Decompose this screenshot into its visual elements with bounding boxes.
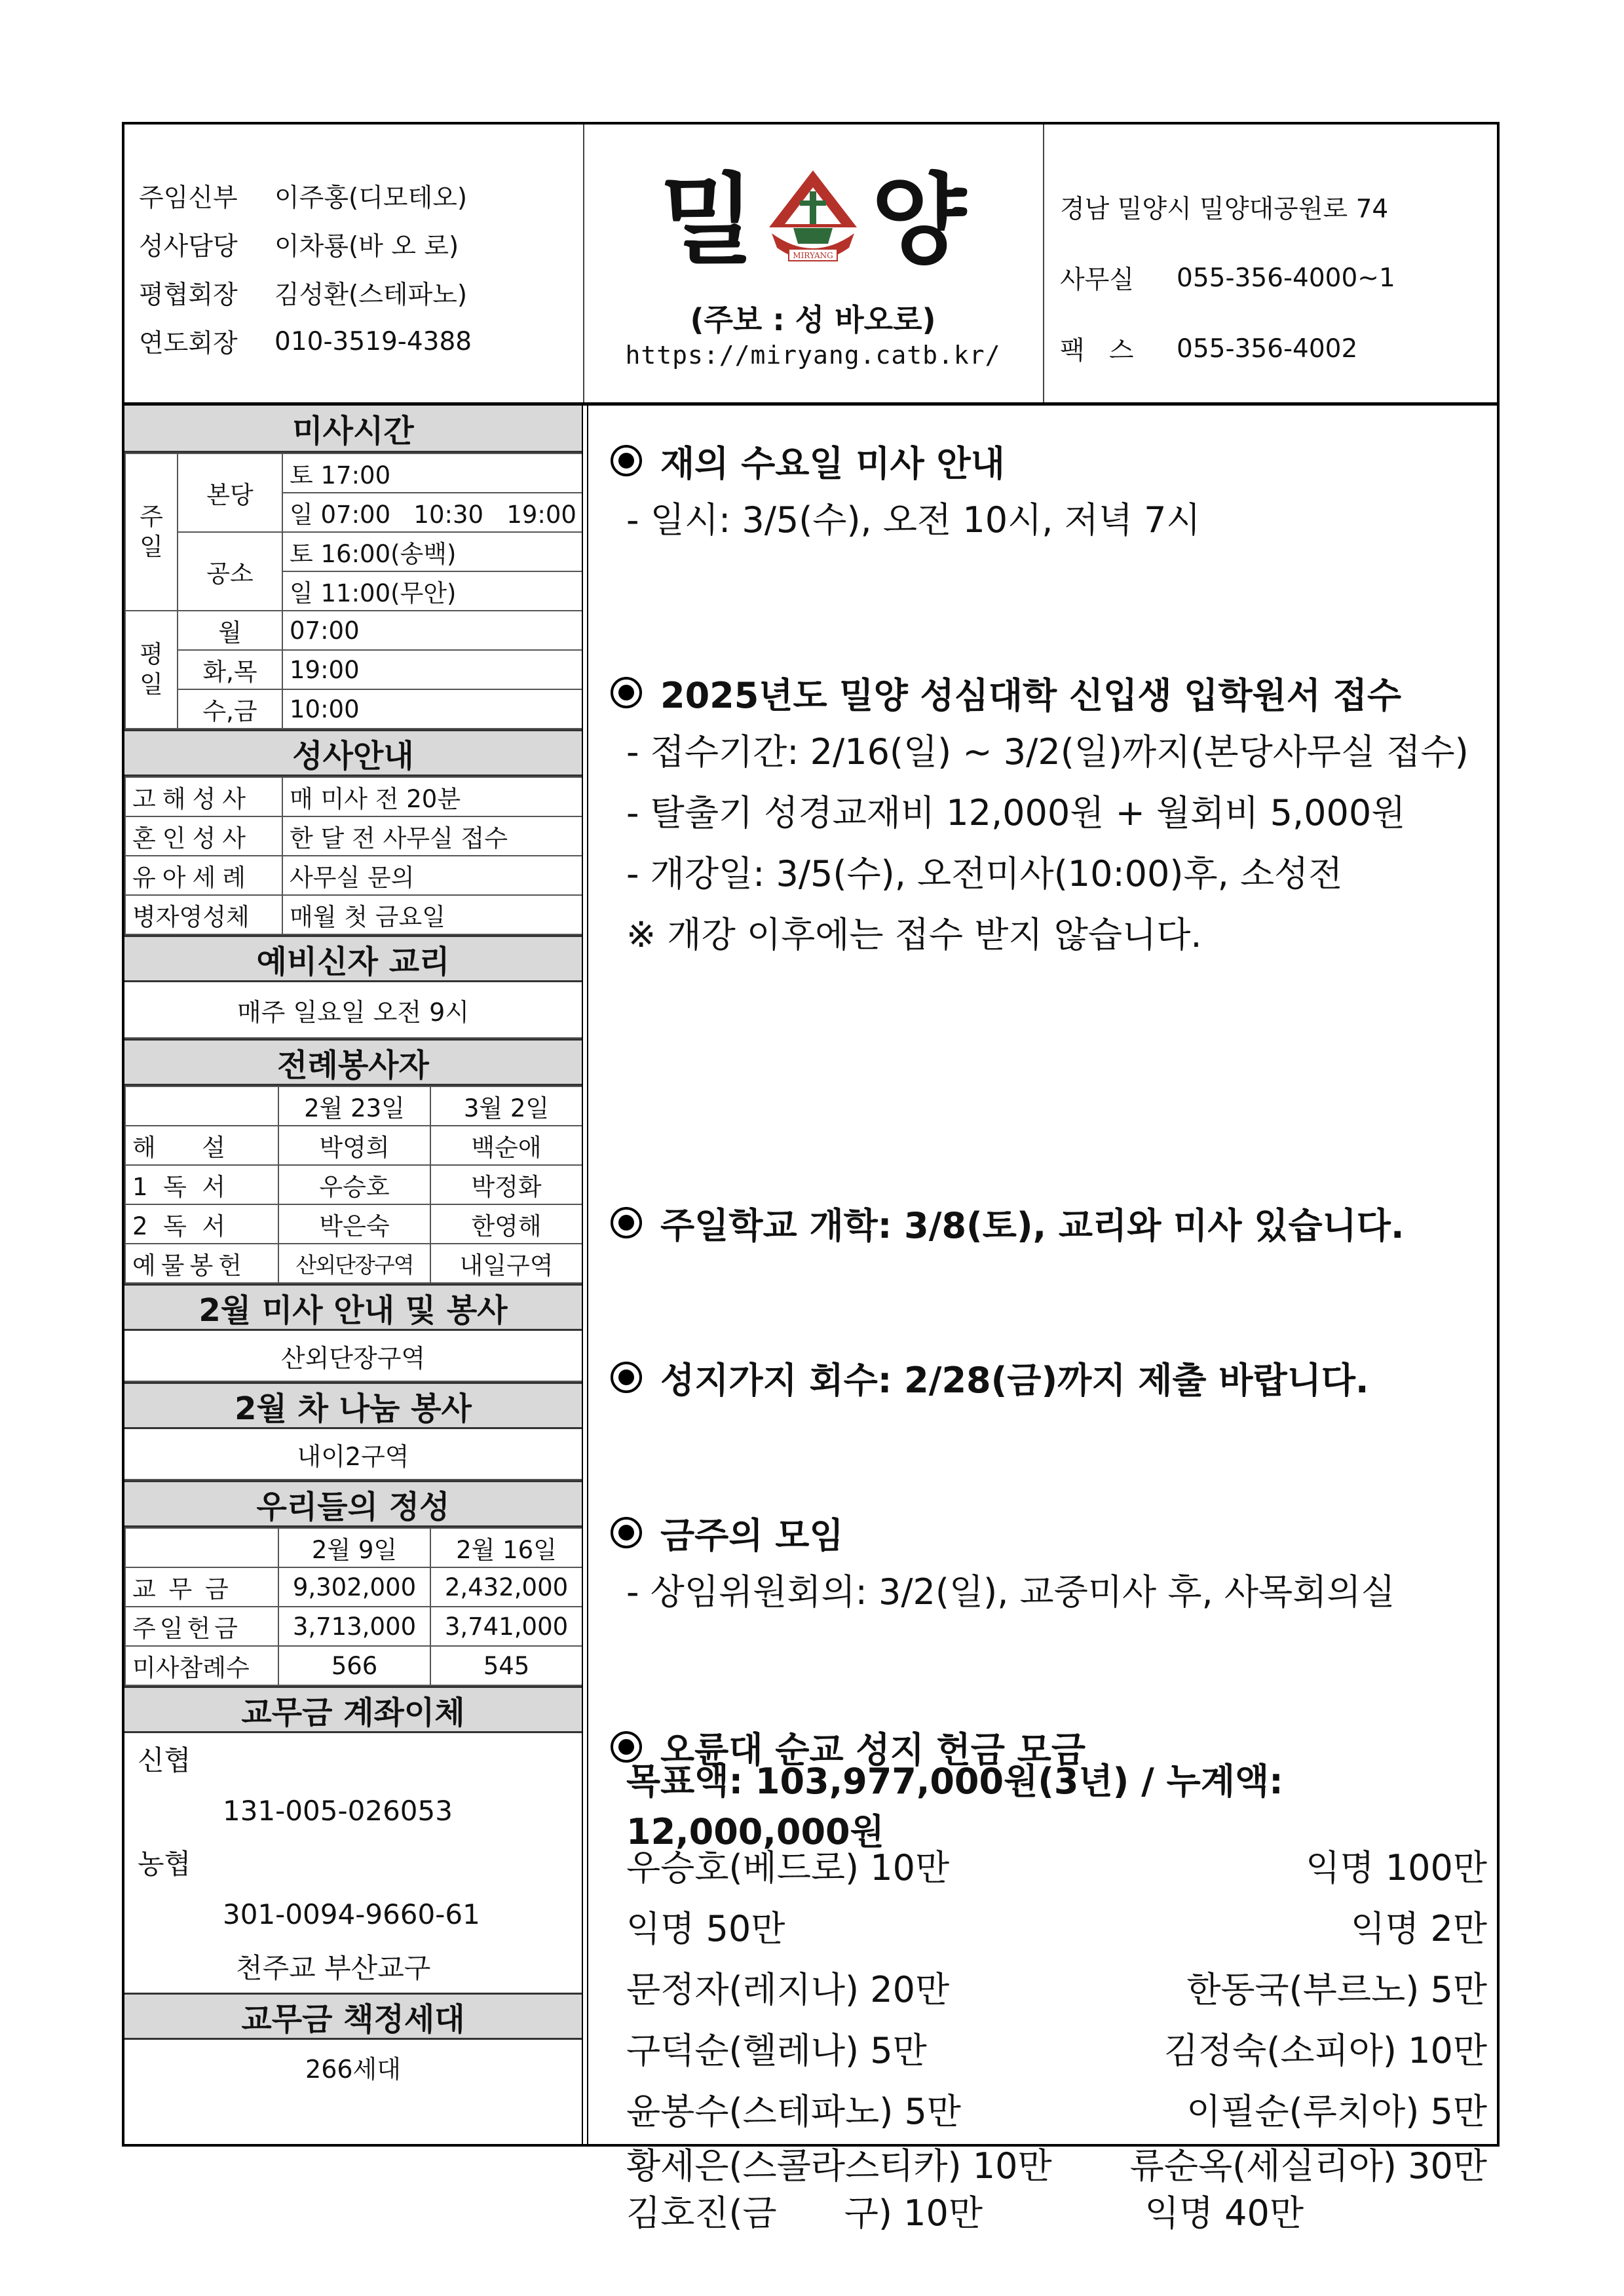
- table-row: 공소 토 16:00(송백): [125, 532, 582, 571]
- notice-title: 재의 수요일 미사 안내: [609, 434, 1487, 487]
- mass-times-heading: 미사시간: [124, 406, 582, 453]
- account-number: 301-0094-9660-61: [223, 1898, 480, 1930]
- table-row: 2월 9일 2월 16일: [125, 1528, 582, 1567]
- notice-sunday-school: [609, 1196, 1487, 1249]
- list-item: 구덕순(헬레나) 5만 김정숙(소피아) 10만: [626, 2030, 1487, 2071]
- notice-title: 주일학교 개학: 3/8(토), 교리와 미사 있습니다.: [609, 1196, 1487, 1249]
- account-holder: 천주교 부산교구: [236, 1952, 431, 1984]
- households-heading: 교무금 책정세대: [124, 1993, 582, 2040]
- table-row: 주 일 본당 토 17:00: [125, 453, 582, 493]
- bulletin-frame: [122, 122, 1500, 2234]
- header: [124, 124, 1497, 406]
- table-row: 미사참례수 566 545: [125, 1646, 582, 1685]
- staff-info: [139, 172, 545, 366]
- list-item: 익명 50만 익명 2만: [626, 1908, 1487, 1949]
- table-row: 예물봉헌 산외단장구역 내일구역: [125, 1244, 582, 1283]
- list-item: 윤봉수(스테파노) 5만 이필순(루치아) 5만: [626, 2091, 1487, 2132]
- notice-palm-branches: [609, 1351, 1487, 1404]
- notice-title: 오륜대 순교 성지 헌금 모금: [609, 1721, 1487, 1773]
- households-value: 266세대: [305, 2054, 401, 2084]
- left-column: [124, 406, 582, 2094]
- table-row: 일 11:00(무안): [125, 571, 582, 611]
- notice-title: 금주의 모임: [609, 1506, 1487, 1559]
- main-church-label: 본당: [178, 453, 282, 532]
- column-divider: [582, 406, 583, 2147]
- notice-shrine-fund: [609, 1721, 1487, 1852]
- sacraments-table: [124, 776, 583, 935]
- table-row: 화,목 19:00: [125, 650, 582, 689]
- title-char-left: 밀: [660, 164, 755, 278]
- masthead: [584, 124, 1042, 402]
- fax-number: 팩 스 055-356-4002: [1060, 334, 1358, 366]
- contact-info: [1060, 172, 1479, 384]
- address: 경남 밀양시 밀양대공원로 74: [1060, 195, 1389, 224]
- bank-accounts: [124, 1733, 582, 1993]
- mass-times-table: [124, 453, 583, 729]
- parish-emblem-icon: [764, 165, 862, 277]
- transfer-heading: 교무금 계좌이체: [124, 1686, 582, 1733]
- list-item: 문정자(레지나) 20만 한동국(부르노) 5만: [626, 1969, 1487, 2010]
- table-row: 평 일 월 07:00: [125, 611, 582, 650]
- staff-row: 연도회장 010-3519-4388: [139, 326, 472, 358]
- staff-row: 주임신부 이주홍(디모테오): [139, 183, 468, 213]
- table-row: 1 독 서 우승호 박정화: [125, 1165, 582, 1204]
- title-char-right: 양: [871, 164, 966, 278]
- feb-mass-value: 산외단장구역: [124, 1331, 582, 1382]
- liturgy-table: [124, 1086, 583, 1284]
- emblem-text: MIRYANG: [793, 251, 833, 260]
- notice-ash-wednesday: 재의 수요일 미사 안내 - 일시: 3/5(수), 오전 10시, 저녁 7시: [609, 434, 1487, 548]
- liturgy-heading: 전례봉사자: [124, 1039, 582, 1086]
- notice-title: 2025년도 밀양 성심대학 신입생 입학원서 접수: [609, 666, 1487, 719]
- staff-row: 성사담당 이차룡(바 오 로): [139, 232, 459, 261]
- table-row: 2월 23일 3월 2일: [125, 1086, 582, 1126]
- divider: [1043, 124, 1044, 402]
- sunday-label: 주 일: [125, 453, 178, 611]
- table-row: 일 07:00 10:30 19:00: [125, 493, 582, 532]
- notice-title: 성지가지 회수: 2/28(금)까지 제출 바랍니다.: [609, 1351, 1487, 1404]
- table-row: 고해성사 매 미사 전 20분: [125, 777, 582, 816]
- bullet-icon: [609, 444, 643, 478]
- table-row: 병자영성체 매월 첫 금요일: [125, 895, 582, 934]
- sacraments-heading: 성사안내: [124, 729, 582, 776]
- offerings-heading: 우리들의 정성: [124, 1480, 582, 1527]
- notice-meetings: 금주의 모임 - 상임위원회의: 3/2(일), 교중미사 후, 사목회의실: [609, 1506, 1487, 1620]
- table-row: 교 무 금 9,302,000 2,432,000: [125, 1567, 582, 1607]
- table-row: 수,금 10:00: [125, 689, 582, 729]
- title-logo: [584, 159, 1042, 283]
- feb-share-value: 내이2구역: [124, 1429, 582, 1480]
- column-divider: [587, 406, 588, 2147]
- catechumen-value: 매주 일요일 오전 9시: [124, 982, 582, 1039]
- donor-list: [609, 1835, 1487, 2234]
- table-row: 유아세례 사무실 문의: [125, 856, 582, 895]
- feb-mass-heading: 2월 미사 안내 및 봉사: [124, 1284, 582, 1331]
- catechumen-heading: 예비신자 교리: [124, 935, 582, 982]
- table-row: 2 독 서 박은숙 한영해: [125, 1204, 582, 1244]
- bullet-icon: [609, 676, 643, 710]
- fund-goal: 목표액: 103,977,000원(3년) / 누계액: 12,000,000원: [626, 1760, 1283, 1852]
- account-number: 131-005-026053: [223, 1794, 453, 1827]
- weekday-label: 평 일: [125, 611, 178, 729]
- station-label: 공소: [178, 532, 282, 611]
- table-row: 혼인성사 한 달 전 사무실 접수: [125, 816, 582, 856]
- bulletin-subtitle: (주보 : 성 바오로): [690, 302, 936, 337]
- staff-row: 평협회장 김성환(스테파노): [139, 280, 468, 310]
- list-item: 김호진(금 구) 10만 익명 40만: [626, 2192, 1304, 2234]
- bank-name: 농협: [138, 1848, 191, 1880]
- list-item: 우승호(베드로) 10만 익명 100만: [626, 1847, 1487, 1888]
- table-row: 주일헌금 3,713,000 3,741,000: [125, 1607, 582, 1646]
- parish-url-link[interactable]: https://miryang.catb.kr/: [625, 341, 1001, 370]
- offerings-table: [124, 1527, 583, 1686]
- bank-name: 신협: [138, 1744, 191, 1776]
- table-row: 해 설 박영희 백순애: [125, 1126, 582, 1165]
- office-phone: 사무실 055-356-4000~1: [1060, 263, 1395, 295]
- notice-bible-college: 2025년도 밀양 성심대학 신입생 입학원서 접수 - 접수기간: 2/16(일) ~ 3/2(일)까지(본당사무실 접수) - 탈출기 성경교재비 12,000원 + 월회비 5,000원 - 개강일: 3/5(수), 오전미사(10:00)후, 소성전 ※ 개강 이후에는 접수 받지 않습니다.: [609, 666, 1487, 963]
- list-item: 황세은(스콜라스티카) 10만 류순옥(세실리아) 30만: [626, 2145, 1487, 2187]
- feb-share-heading: 2월 차 나눔 봉사: [124, 1382, 582, 1429]
- bullet-icon: [609, 1206, 643, 1240]
- bullet-icon: [609, 1516, 643, 1550]
- bullet-icon: [609, 1360, 643, 1394]
